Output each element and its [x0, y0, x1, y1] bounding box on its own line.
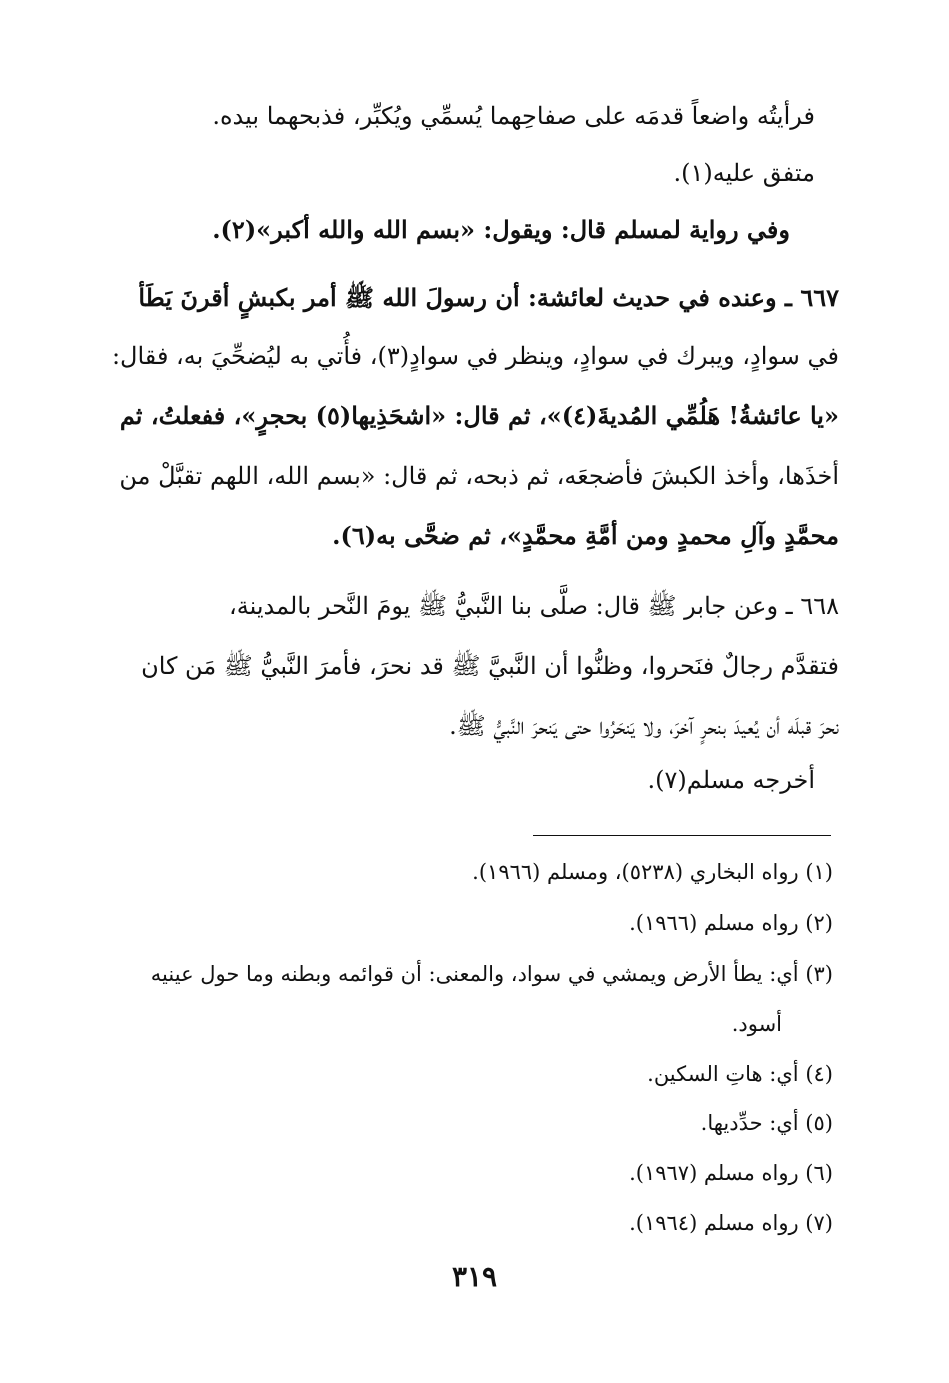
text-line: متفق عليه(١). — [673, 159, 815, 187]
text-line: فتقدَّم رجالٌ فنَحروا، وظنُّوا أن النَّبيَّ ﷺ قد نحرَ، فأمرَ النَّبيُّ ﷺ مَن كان — [141, 652, 839, 680]
page-number: ٣١٩ — [451, 1260, 498, 1293]
footnote-divider — [533, 835, 831, 836]
footnote-5: (٥) أي: حدِّديها. — [700, 1111, 833, 1135]
text-line: وفي رواية لمسلم قال: ويقول: «بسم الله والله أكبر»(٢). — [212, 215, 790, 244]
hadith-667-line: ٦٦٧ ـ وعنده في حديث لعائشة: أن رسولَ الله ﷺ أمر بكبشٍ أقرنَ يَطَأ — [138, 283, 839, 312]
text-line: أخرجه مسلم(٧). — [647, 766, 815, 794]
text-line: فرأيتُه واضعاً قدمَه على صفاحِهما يُسمِّي ويُكبِّر، فذبحهما بيده. — [212, 102, 815, 130]
text-line: محمَّدٍ وآلِ محمدٍ ومن أمَّةِ محمَّدٍ»، ثم ضحَّى به(٦). — [332, 521, 839, 550]
text-line: في سوادٍ، ويبرك في سوادٍ، وينظر في سوادٍ(٣)، فأُتي به ليُضحِّيَ به، فقال: — [111, 342, 839, 370]
footnote-1: (١) رواه البخاري (٥٢٣٨)، ومسلم (١٩٦٦). — [472, 860, 833, 884]
text-line: نحرَ قبلَه أن يُعيدَ بنحرٍ آخرَ، ولا يَنحَرُوا حتى يَنحرَ النَّبيُّ ﷺ. — [449, 712, 839, 740]
footnote-2: (٢) رواه مسلم (١٩٦٦). — [629, 911, 833, 935]
footnote-3: (٣) أي: يطأ الأرض ويمشي في سواد، والمعنى: أن قوائمه وبطنه وما حول عينيه — [150, 962, 833, 986]
footnote-3-continued: أسود. — [731, 1012, 782, 1036]
footnote-7: (٧) رواه مسلم (١٩٦٤). — [629, 1211, 833, 1235]
footnote-6: (٦) رواه مسلم (١٩٦٧). — [629, 1161, 833, 1185]
footnote-4: (٤) أي: هاتِ السكين. — [647, 1062, 833, 1086]
text-line: «يا عائشةُ! هَلُمِّي المُديةَ(٤)»، ثم قال: «اشحَذِيها(٥) بحجرٍ»، ففعلتُ، ثم — [119, 401, 839, 430]
hadith-668-line: ٦٦٨ ـ وعن جابر ﷺ قال: صلَّى بنا النَّبيُّ ﷺ يومَ النَّحر بالمدينة، — [228, 592, 839, 620]
text-line: أخذَها، وأخذ الكبشَ فأضجعَه، ثم ذبحه، ثم قال: «بسم الله، اللهم تقبَّلْ من — [119, 462, 839, 490]
